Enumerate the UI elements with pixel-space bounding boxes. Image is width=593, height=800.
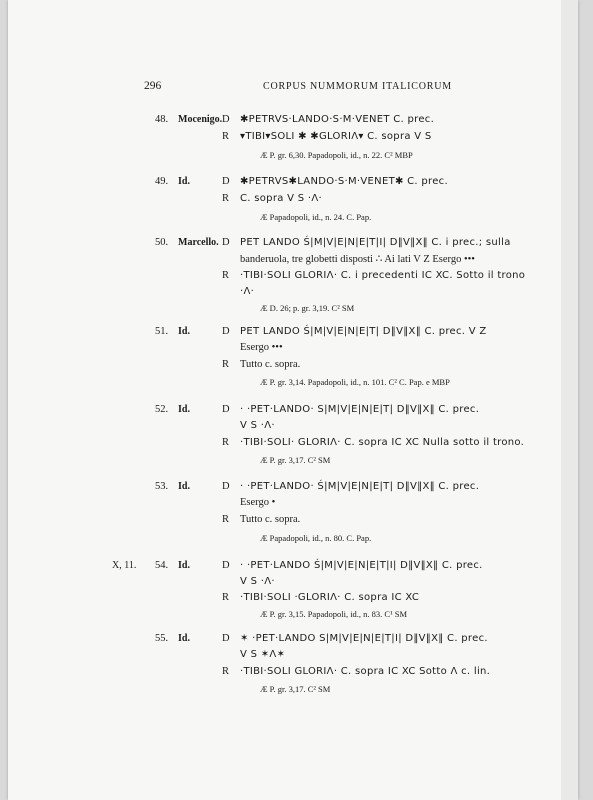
- entry-line: ·TIBI·SOLI GLORIΛ· C. i precedenti IC XC. Sotto il trono: [240, 270, 526, 281]
- entry-name: Id.: [178, 633, 190, 644]
- entry-reference: Æ P. gr. 3,14. Papadopoli, id., n. 101. C² C. Pap. e MBP: [260, 377, 450, 387]
- entry-reference: Æ P. gr. 6,30. Papadopoli, id., n. 22. C² MBP: [260, 150, 413, 160]
- entry-line: Esergo •: [240, 497, 276, 508]
- entry-number: 48.: [155, 114, 169, 125]
- obverse-mark: D: [222, 237, 230, 248]
- page-number: 296: [144, 80, 162, 92]
- entry-name: Id.: [178, 326, 190, 337]
- obverse-mark: D: [222, 560, 230, 571]
- entry-reference: Æ Papadopoli, id., n. 24. C. Pap.: [260, 212, 372, 222]
- entry-name: Id.: [178, 404, 190, 415]
- entry-number: 54.: [155, 560, 169, 571]
- entry-line: ✱PETRVS·LANDO·S·M·VENET C. prec.: [240, 114, 435, 125]
- entry-name: Id.: [178, 560, 190, 571]
- entry-name: Marcello.: [178, 237, 219, 248]
- entry-line: C. sopra V S ·Λ·: [240, 193, 322, 204]
- entry-line: Esergo •••: [240, 342, 283, 353]
- entry-name: Id.: [178, 176, 190, 187]
- entry-reference: Æ P. gr. 3,15. Papadopoli, id., n. 83. C¹ SM: [260, 609, 408, 619]
- entry-number: 50.: [155, 237, 169, 248]
- entry-line: · ·PET·LANDO· S|M|V|E|N|E|T| D‖V‖X‖ C. prec.: [240, 404, 480, 415]
- entry-name: Id.: [178, 481, 190, 492]
- obverse-mark: D: [222, 114, 230, 125]
- entry-line: V S ✶Λ✶: [240, 649, 286, 660]
- reverse-mark: R: [222, 592, 230, 603]
- page-edge: [561, 0, 578, 800]
- reverse-mark: R: [222, 359, 230, 370]
- entry-number: 51.: [155, 326, 169, 337]
- entry-line: · ·PET·LANDO Ś|M|V|E|N|E|T|I| D‖V‖X‖ C. prec.: [240, 560, 483, 571]
- entry-reference: Æ P. gr. 3,17. C² SM: [260, 455, 331, 465]
- plate-reference: X, 11.: [112, 560, 137, 571]
- entry-line: ·TIBI·SOLI ·GLORIΛ· C. sopra IC XC: [240, 592, 420, 603]
- entry-line: ·TIBI·SOLI· GLORIΛ· C. sopra IC XC Nulla sotto il trono.: [240, 437, 525, 448]
- entry-number: 52.: [155, 404, 169, 415]
- document-page: [8, 0, 578, 800]
- entry-line: V S ·Λ·: [240, 576, 275, 587]
- entry-reference: Æ D. 26; p. gr. 3,19. C² SM: [260, 303, 355, 313]
- entry-line: PET LANDO Ś|M|V|E|N|E|T|I| D‖V‖X‖ C. i prec.; sulla: [240, 237, 511, 248]
- reverse-mark: R: [222, 666, 230, 677]
- obverse-mark: D: [222, 481, 230, 492]
- entry-line: PET LANDO Ś|M|V|E|N|E|T| D‖V‖X‖ C. prec. V Z: [240, 326, 487, 337]
- entry-line: ·TIBI·SOLI GLORIΛ· C. sopra IC XC Sotto Λ c. lin.: [240, 666, 491, 677]
- entry-line: ▾TIBI▾SOLI ✱ ✱GLORIΛ▾ C. sopra V S: [240, 131, 432, 142]
- entry-line: banderuola, tre globetti disposti ∴ Ai lati V Z Esergo •••: [240, 254, 475, 265]
- running-title: CORPUS NUMMORUM ITALICORUM: [263, 81, 452, 92]
- reverse-mark: R: [222, 270, 230, 281]
- reverse-mark: R: [222, 437, 230, 448]
- entry-line: Tutto c. sopra.: [240, 359, 301, 370]
- entry-name: Mocenigo.: [178, 114, 223, 125]
- entry-reference: Æ Papadopoli, id., n. 80. C. Pap.: [260, 533, 372, 543]
- entry-reference: Æ P. gr. 3,17. C² SM: [260, 684, 331, 694]
- obverse-mark: D: [222, 633, 230, 644]
- entry-number: 49.: [155, 176, 169, 187]
- obverse-mark: D: [222, 326, 230, 337]
- entry-line: · ·PET·LANDO· Ś|M|V|E|N|E|T| D‖V‖X‖ C. prec.: [240, 481, 480, 492]
- reverse-mark: R: [222, 131, 230, 142]
- entry-line: ✱PETRVS✱LANDO·S·M·VENET✱ C. prec.: [240, 176, 448, 187]
- entry-line: ✶ ·PET·LANDO S|M|V|E|N|E|T|I| D‖V‖X‖ C. prec.: [240, 633, 488, 644]
- entry-line: ·Λ·: [240, 286, 255, 297]
- page-header: [8, 80, 578, 94]
- entry-line: V S ·Λ·: [240, 420, 275, 431]
- entry-line: Tutto c. sopra.: [240, 514, 301, 525]
- obverse-mark: D: [222, 404, 230, 415]
- obverse-mark: D: [222, 176, 230, 187]
- entry-number: 53.: [155, 481, 169, 492]
- reverse-mark: R: [222, 514, 230, 525]
- reverse-mark: R: [222, 193, 230, 204]
- entry-number: 55.: [155, 633, 169, 644]
